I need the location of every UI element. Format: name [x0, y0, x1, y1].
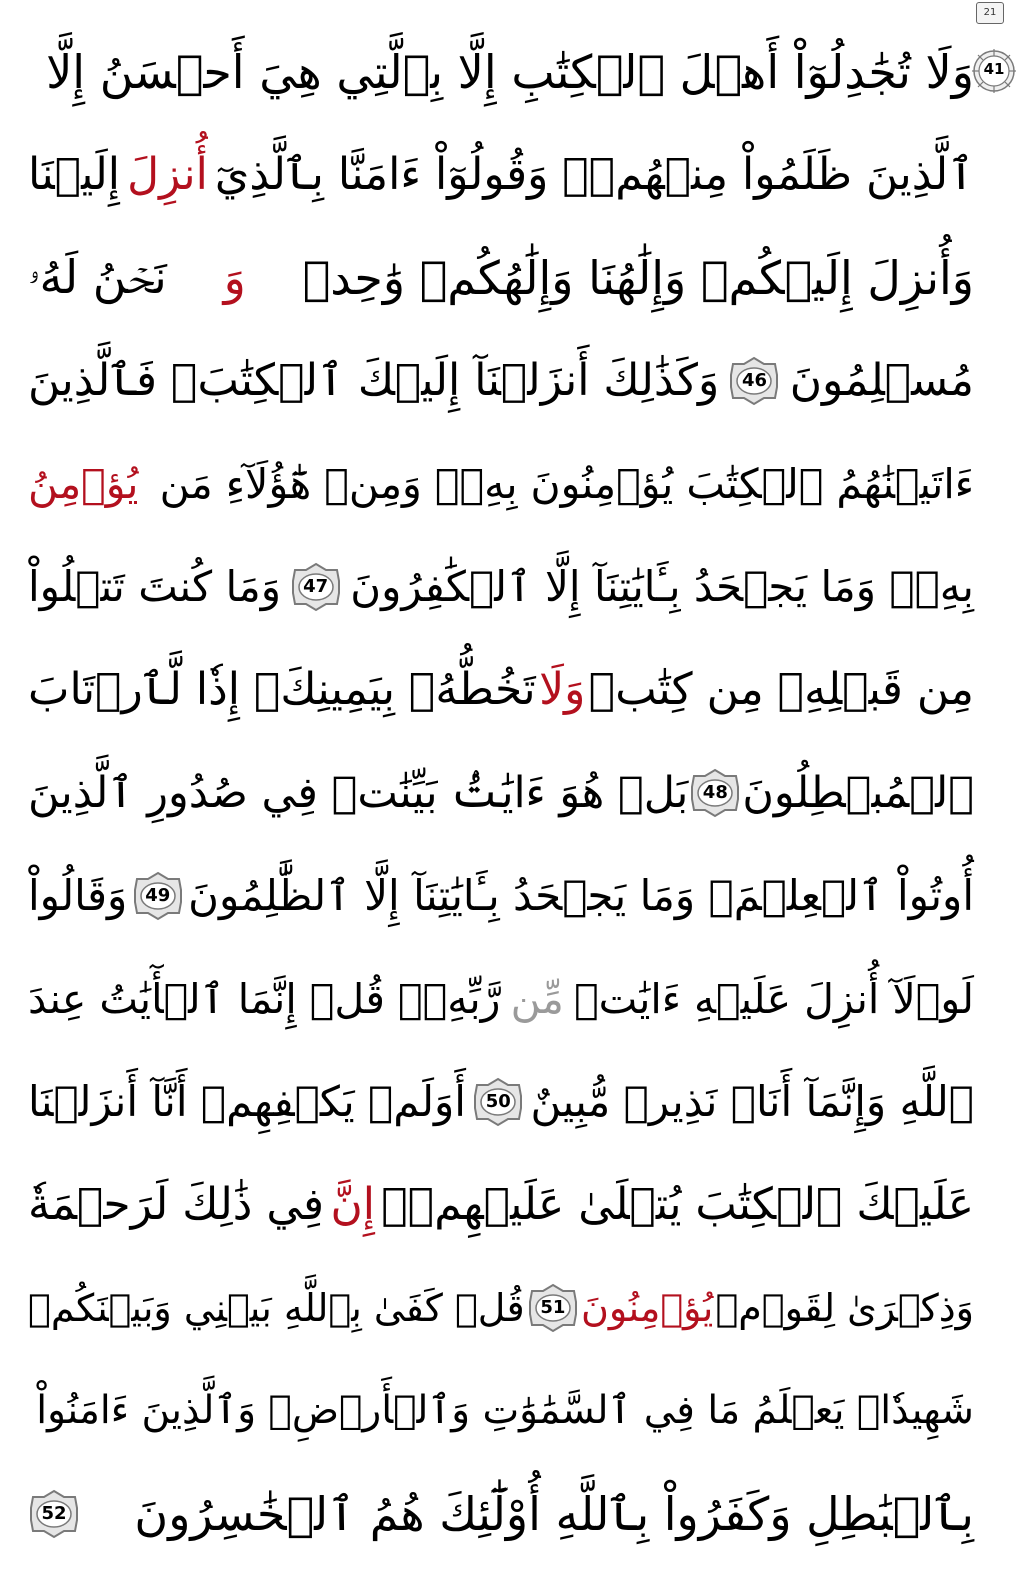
verse-text: أَوَلَمۡ يَكۡفِهِمۡ أَنَّآ أَنزَلۡنَا	[28, 1077, 466, 1126]
verse-text: ٱللَّهِ وَإِنَّمَآ أَنَا۠ نَذِيرٞ مُّبِينٌ	[530, 1077, 974, 1126]
verse-text: بَلۡ هُوَ ءَايَٰتُۢ بَيِّنَٰتٞ فِي صُدُورِ ٱلَّذِينَ	[28, 767, 689, 818]
verse-line	[28, 1462, 974, 1565]
verse-text: ٱلۡمُبۡطِلُونَ	[742, 767, 974, 818]
tajweed-word: أُنزِلَ	[127, 149, 208, 200]
tajweed-word: يُؤۡمِنُ	[28, 459, 139, 508]
verse-line	[28, 432, 974, 535]
tajweed-word: وَلَا	[539, 664, 586, 715]
juz-hizb-marker	[972, 2, 1016, 96]
verse-line	[28, 123, 974, 226]
verse-text: فِي ذَٰلِكَ لَرَحۡمَةٗ	[28, 1179, 325, 1230]
verse-line	[28, 20, 974, 123]
verse-text: وَذِكۡرَىٰ لِقَوۡمٖ	[715, 1285, 974, 1330]
tajweed-word: إِنَّ	[330, 1179, 376, 1230]
verse-text: إِلَيۡنَا	[28, 149, 121, 200]
verse-line	[28, 1256, 974, 1359]
verse-text: وَلَا تُجَٰدِلُوٓاْ أَهۡلَ ٱلۡكِتَٰبِ إِلَّا بِٱلَّتِي هِيَ أَحۡسَنُ إِلَّا	[46, 44, 974, 99]
verse-line	[28, 844, 974, 947]
verse-line	[28, 1153, 974, 1256]
juz-label: 21	[976, 2, 1004, 24]
ayah-number-marker	[527, 1282, 579, 1334]
tajweed-word: مِّن	[510, 974, 564, 1023]
verse-text: عَلَيۡكَ ٱلۡكِتَٰبَ يُتۡلَىٰ عَلَيۡهِمۡۚ	[381, 1179, 974, 1230]
hizb-number: 41	[983, 60, 1005, 78]
verse-text: ءَاتَيۡنَٰهُمُ ٱلۡكِتَٰبَ يُؤۡمِنُونَ بِهِۦۖ وَمِنۡ هَٰٓؤُلَآءِ مَن	[159, 459, 974, 508]
ayah-number-marker	[728, 355, 780, 407]
ayah-number-marker	[132, 870, 184, 922]
verse-line	[28, 329, 974, 432]
verse-line	[28, 1359, 974, 1462]
verse-text: وَأُنزِلَ إِلَيۡكُمۡ وَإِلَٰهُنَا وَإِلَٰهُكُمۡ وَٰحِدٞ	[302, 250, 974, 305]
ayah-number: 47	[303, 576, 329, 597]
ayah-number-marker	[290, 561, 342, 613]
verse-line	[28, 741, 974, 844]
verse-text: مِن قَبۡلِهِۦ مِن كِتَٰبٖ	[588, 664, 974, 715]
verse-text: وَكَذَٰلِكَ أَنزَلۡنَآ إِلَيۡكَ ٱلۡكِتَٰبَۚ فَٱلَّذِينَ	[28, 355, 720, 406]
verse-text: مُسۡلِمُونَ	[789, 355, 974, 406]
verse-text: رَّبِّهِۦۖ قُلۡ إِنَّمَا ٱلۡأٓيَٰتُ عِندَ	[28, 974, 501, 1023]
verse-line	[28, 1050, 974, 1153]
verse-line	[28, 947, 974, 1050]
verse-text: نَحۡنُ لَهُۥ	[28, 249, 167, 304]
verse-text: لَوۡلَآ أُنزِلَ عَلَيۡهِ ءَايَٰتٞ	[574, 974, 974, 1023]
verse-text: ٱلَّذِينَ ظَلَمُواْ مِنۡهُمۡۖ وَقُولُوٓاْ ءَامَنَّا بِٱلَّذِيٓ	[214, 149, 974, 200]
ayah-number: 46	[741, 370, 767, 391]
ayah-number-marker	[689, 767, 741, 819]
tajweed-word: يُؤۡمِنُونَ	[580, 1285, 714, 1330]
ayah-number: 50	[485, 1091, 511, 1112]
verse-line	[28, 226, 974, 329]
verse-text: أُوتُواْ ٱلۡعِلۡمَۚ وَمَا يَجۡحَدُ بِـَٔايَٰتِنَآ إِلَّا ٱلظَّٰلِمُونَ	[188, 871, 974, 920]
verse-text: بِهِۦۚ وَمَا يَجۡحَدُ بِـَٔايَٰتِنَآ إِلَّا ٱلۡكَٰفِرُونَ	[350, 562, 974, 611]
verse-text: قُلۡ كَفَىٰ بِٱللَّهِ بَيۡنِي وَبَيۡنَكُمۡ	[28, 1285, 525, 1330]
verse-line	[28, 535, 974, 638]
ayah-number: 49	[145, 885, 171, 906]
verse-line	[28, 638, 974, 741]
tajweed-word: وَ	[223, 250, 246, 305]
ayah-number-marker	[472, 1076, 524, 1128]
ayah-number: 52	[41, 1503, 67, 1524]
verse-text: وَمَا كُنتَ تَتۡلُواْ	[28, 562, 282, 611]
verse-text: شَهِيدٗاۖ يَعۡلَمُ مَا فِي ٱلسَّمَٰوَٰتِ وَٱلۡأَرۡضِۗ وَٱلَّذِينَ ءَامَنُواْ	[36, 1388, 974, 1433]
ayah-number: 48	[702, 782, 728, 803]
verse-text: وَقَالُواْ	[28, 871, 128, 920]
verse-text: تَخُطُّهُۥ بِيَمِينِكَۖ إِذٗا لَّٱرۡتَابَ	[28, 664, 536, 715]
quran-text-block	[28, 20, 974, 1565]
verse-text: بِٱلۡبَٰطِلِ وَكَفَرُواْ بِٱللَّهِ أُوْلَٰٓئِكَ هُمُ ٱلۡخَٰسِرُونَ	[134, 1486, 974, 1541]
ayah-number: 51	[540, 1297, 566, 1318]
ayah-number-marker	[28, 1488, 80, 1540]
